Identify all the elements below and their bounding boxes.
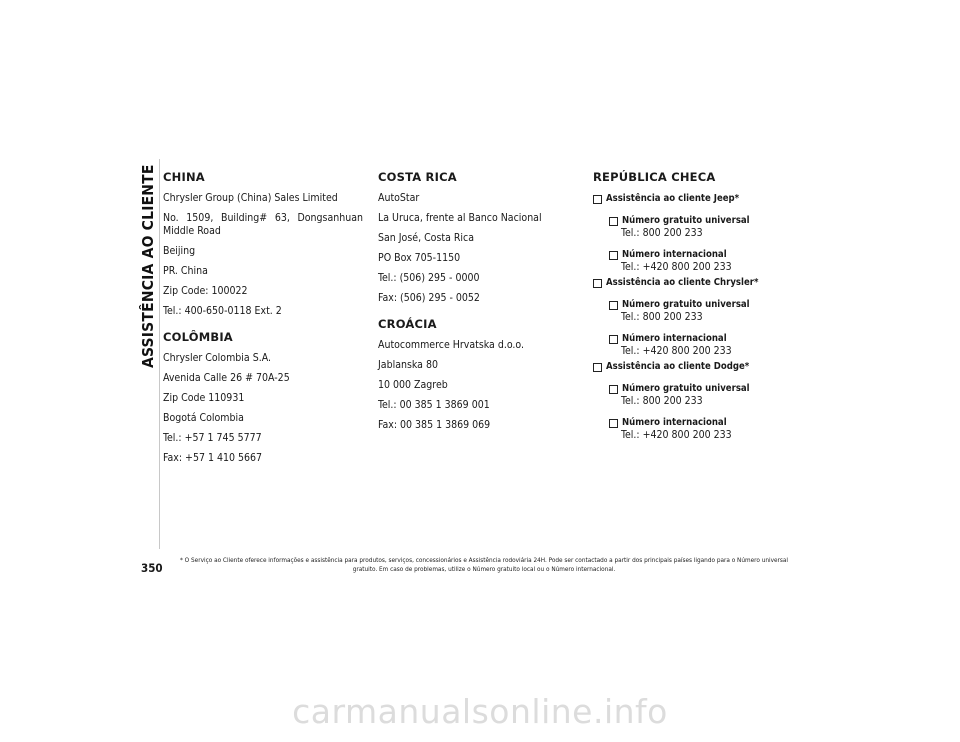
list-item — [593, 298, 793, 323]
colombia-line: Avenida Calle 26 # 70A-25 — [163, 372, 290, 384]
checkbox-bullet-icon — [593, 195, 602, 204]
croacia-line: 10 000 Zagreb — [378, 379, 448, 391]
checkbox-bullet-icon — [609, 217, 618, 226]
group-label: Assistência ao cliente Dodge* — [606, 361, 750, 372]
list-item — [593, 416, 793, 441]
checkbox-bullet-icon — [609, 385, 618, 394]
heading-costa-rica: COSTA RICA — [378, 170, 457, 184]
checkbox-bullet-icon — [593, 279, 602, 288]
page-number: 350 — [141, 561, 163, 575]
item-label: Número gratuito universal — [622, 215, 750, 226]
item-tel: Tel.: 800 200 233 — [621, 311, 703, 323]
china-line: No. 1509, Building# 63, Dongsanhuan Middle Road — [163, 212, 363, 237]
item-tel: Tel.: 800 200 233 — [621, 227, 703, 239]
checkbox-bullet-icon — [609, 335, 618, 344]
item-label: Número internacional — [622, 333, 727, 344]
croacia-line: Tel.: 00 385 1 3869 001 — [378, 399, 490, 411]
checkbox-bullet-icon — [609, 419, 618, 428]
checkbox-bullet-icon — [593, 363, 602, 372]
column-republica-checa — [593, 171, 793, 441]
item-label: Número gratuito universal — [622, 299, 750, 310]
croacia-line: Jablanska 80 — [378, 359, 438, 371]
croacia-line: Autocommerce Hrvatska d.o.o. — [378, 339, 525, 351]
group-chrysler — [593, 276, 793, 289]
colombia-line: Chrysler Colombia S.A. — [163, 352, 271, 364]
item-label: Número internacional — [622, 417, 727, 428]
china-line: PR. China — [163, 265, 208, 277]
heading-china: CHINA — [163, 170, 205, 184]
group-label: Assistência ao cliente Chrysler* — [606, 277, 759, 288]
china-line: Zip Code: 100022 — [163, 285, 248, 297]
item-label: Número internacional — [622, 249, 727, 260]
china-line: Tel.: 400-650-0118 Ext. 2 — [163, 305, 282, 317]
item-label: Número gratuito universal — [622, 383, 750, 394]
colombia-line: Zip Code 110931 — [163, 392, 245, 404]
costa-rica-line: PO Box 705-1150 — [378, 252, 461, 264]
footnote: * O Serviço ao Cliente oferece informações e assistência para produtos, serviços, concessionários e Assistência rodoviária 24H. Pode ser contactado a partir dos principais países ligando para o Número universal gratuito. Em caso de problemas, utilize o Número gratuito local ou o Número internacional. — [179, 556, 789, 573]
costa-rica-line: Fax: (506) 295 - 0052 — [378, 292, 480, 304]
checkbox-bullet-icon — [609, 251, 618, 260]
checkbox-bullet-icon — [609, 301, 618, 310]
list-item — [593, 382, 793, 407]
list-item — [593, 332, 793, 357]
list-item — [593, 248, 793, 273]
group-dodge — [593, 360, 793, 373]
heading-republica-checa: REPÚBLICA CHECA — [593, 170, 716, 184]
item-tel: Tel.: 800 200 233 — [621, 395, 703, 407]
costa-rica-line: Tel.: (506) 295 - 0000 — [378, 272, 480, 284]
group-jeep — [593, 192, 793, 205]
heading-croacia: CROÁCIA — [378, 317, 437, 331]
heading-colombia: COLÔMBIA — [163, 330, 233, 344]
costa-rica-line: AutoStar — [378, 192, 420, 204]
china-line: Beijing — [163, 245, 196, 257]
section-side-title: ASSISTÊNCIA AO CLIENTE — [139, 164, 157, 368]
colombia-line: Bogotá Colombia — [163, 412, 244, 424]
group-label: Assistência ao cliente Jeep* — [606, 193, 740, 204]
colombia-line: Fax: +57 1 410 5667 — [163, 452, 263, 464]
costa-rica-line: La Uruca, frente al Banco Nacional — [378, 212, 542, 224]
croacia-line: Fax: 00 385 1 3869 069 — [378, 419, 491, 431]
colombia-line: Tel.: +57 1 745 5777 — [163, 432, 262, 444]
column-costarica-croacia — [378, 171, 578, 439]
item-tel: Tel.: +420 800 200 233 — [621, 429, 732, 441]
watermark-text: carmanualsonline.info — [292, 692, 668, 731]
column-china-colombia — [163, 171, 363, 472]
list-item — [593, 214, 793, 239]
china-line: Chrysler Group (China) Sales Limited — [163, 192, 338, 204]
costa-rica-line: San José, Costa Rica — [378, 232, 475, 244]
item-tel: Tel.: +420 800 200 233 — [621, 345, 732, 357]
side-divider — [159, 159, 160, 549]
item-tel: Tel.: +420 800 200 233 — [621, 261, 732, 273]
